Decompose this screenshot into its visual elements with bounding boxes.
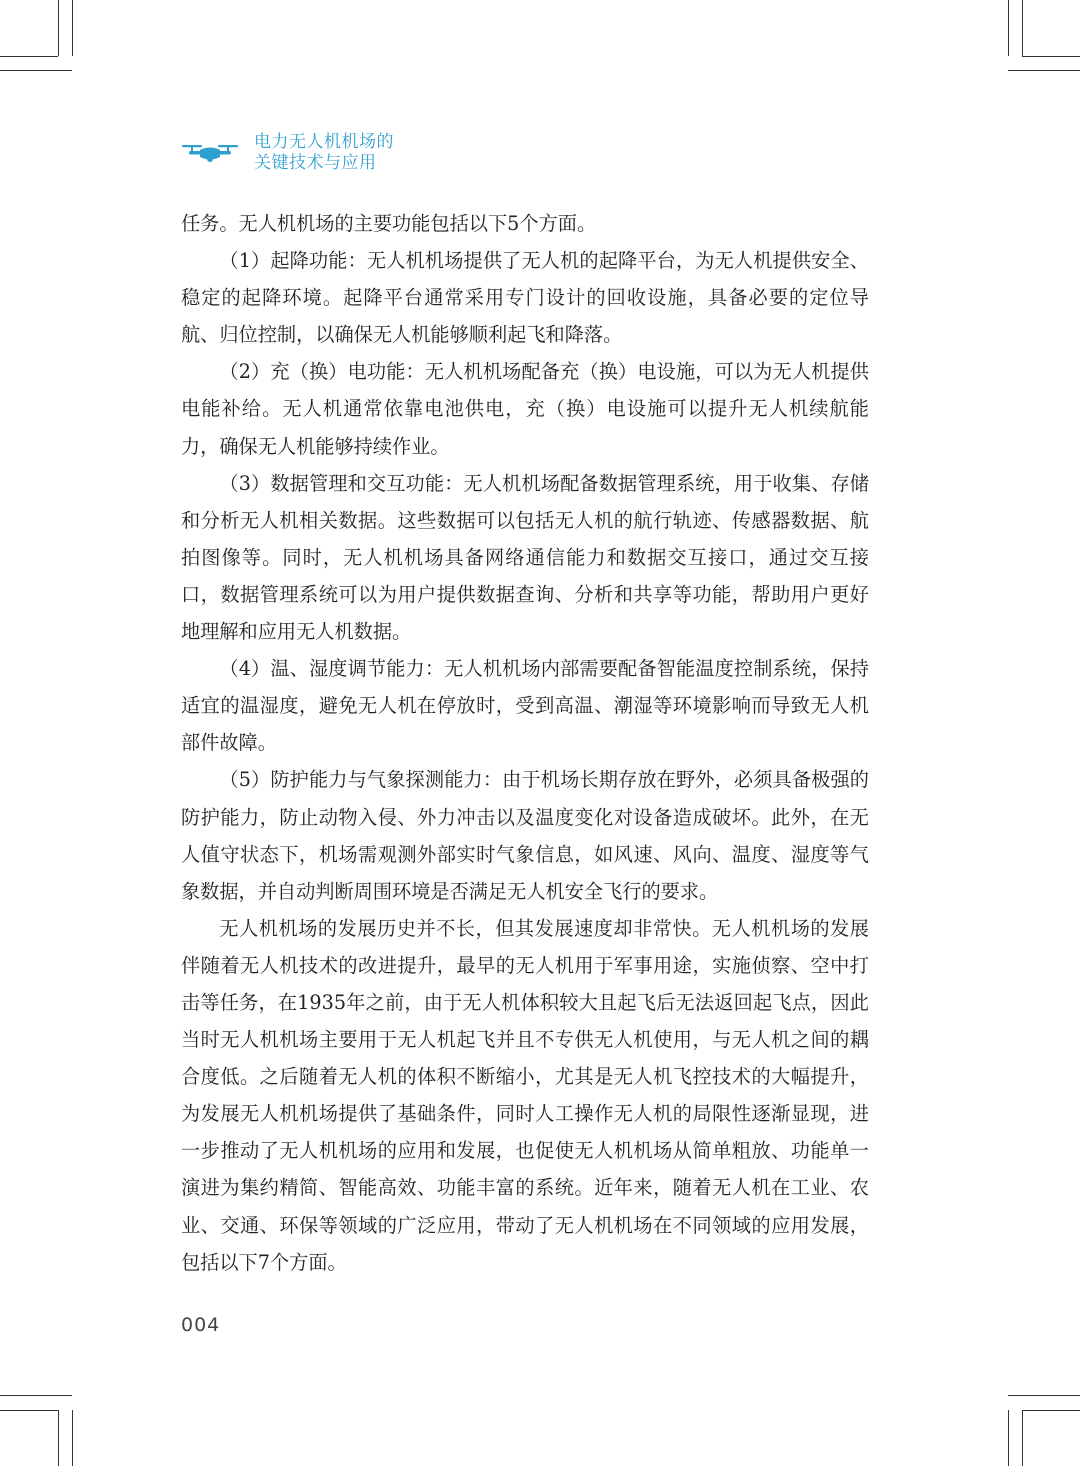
paragraph: 无人机机场的发展历史并不长，但其发展速度却非常快。无人机机场的发展伴随着无人机技术的改进提升，最早的无人机用于军事用途，实施侦察、空中打击等任务，在1935年之前，由于无人机体积较大且起飞后无法返回起飞点，因此当时无人机机场主要用于无人机起飞并且不专供无人机使用，与无人机之间的耦合度低。之后随着无人机的体积不断缩小，尤其是无人机飞控技术的大幅提升，为发展无人机机场提供了基础条件，同时人工操作无人机的局限性逐渐显现，进一步推动了无人机机场的应用和发展，也促使无人机机场从简单粗放、功能单一演进为集约精简、智能高效、功能丰富的系统。近年来，随着无人机在工业、农业、交通、环保等领域的广泛应用，带动了无人机机场在不同领域的应用发展，包括以下7个方面。	[181, 916, 869, 1274]
crop-mark-top-right-h2	[1022, 56, 1080, 57]
crop-mark-bottom-right-v2	[1022, 1410, 1023, 1466]
crop-mark-bottom-left-h	[0, 1395, 72, 1396]
page-number: 004	[181, 1314, 221, 1336]
crop-mark-bottom-right-h2	[1022, 1410, 1080, 1411]
running-header	[180, 128, 394, 178]
crop-mark-bottom-left-v2	[58, 1410, 59, 1466]
crop-mark-top-left-h2	[0, 56, 58, 57]
crop-mark-top-right-h	[1008, 70, 1080, 71]
paragraph: （5）防护能力与气象探测能力：由于机场长期存放在野外，必须具备极强的防护能力，防止动物入侵、外力冲击以及温度变化对设备造成破坏。此外，在无人值守状态下，机场需观测外部实时气象信息，如风速、风向、温度、湿度等气象数据，并自动判断周围环境是否满足无人机安全飞行的要求。	[181, 768, 869, 903]
crop-mark-top-left-v2	[58, 0, 59, 56]
book-title-line-2: 关键技术与应用	[254, 153, 377, 173]
drone-icon	[180, 135, 240, 171]
body-text	[181, 205, 869, 1281]
crop-mark-bottom-right-h	[1008, 1395, 1080, 1396]
paragraph: （3）数据管理和交互功能：无人机机场配备数据管理系统，用于收集、存储和分析无人机相关数据。这些数据可以包括无人机的航行轨迹、传感器数据、航拍图像等。同时，无人机机场具备网络通信能力和数据交互接口，通过交互接口，数据管理系统可以为用户提供数据查询、分析和共享等功能，帮助用户更好地理解和应用无人机数据。	[181, 471, 869, 644]
crop-mark-top-left-h	[0, 70, 72, 71]
paragraph: （1）起降功能：无人机机场提供了无人机的起降平台，为无人机提供安全、稳定的起降环境。起降平台通常采用专门设计的回收设施，具备必要的定位导航、归位控制，以确保无人机能够顺利起飞和降落。	[181, 249, 869, 347]
paragraph: （2）充（换）电功能：无人机机场配备充（换）电设施，可以为无人机提供电能补给。无人机通常依靠电池供电，充（换）电设施可以提升无人机续航能力，确保无人机能够持续作业。	[181, 360, 869, 458]
crop-mark-top-right-v2	[1022, 0, 1023, 56]
crop-mark-bottom-left-h2	[0, 1410, 58, 1411]
crop-mark-top-left-v	[72, 0, 73, 56]
crop-mark-bottom-left-v	[72, 1410, 73, 1466]
paragraph: 任务。无人机机场的主要功能包括以下5个方面。	[181, 212, 597, 235]
book-title	[254, 132, 394, 174]
crop-mark-bottom-right-v	[1008, 1410, 1009, 1466]
paragraph: （4）温、湿度调节能力：无人机机场内部需要配备智能温度控制系统，保持适宜的温湿度，避免无人机在停放时，受到高温、潮湿等环境影响而导致无人机部件故障。	[181, 657, 869, 755]
book-title-line-1: 电力无人机机场的	[254, 132, 394, 152]
crop-mark-top-right-v	[1008, 0, 1009, 56]
